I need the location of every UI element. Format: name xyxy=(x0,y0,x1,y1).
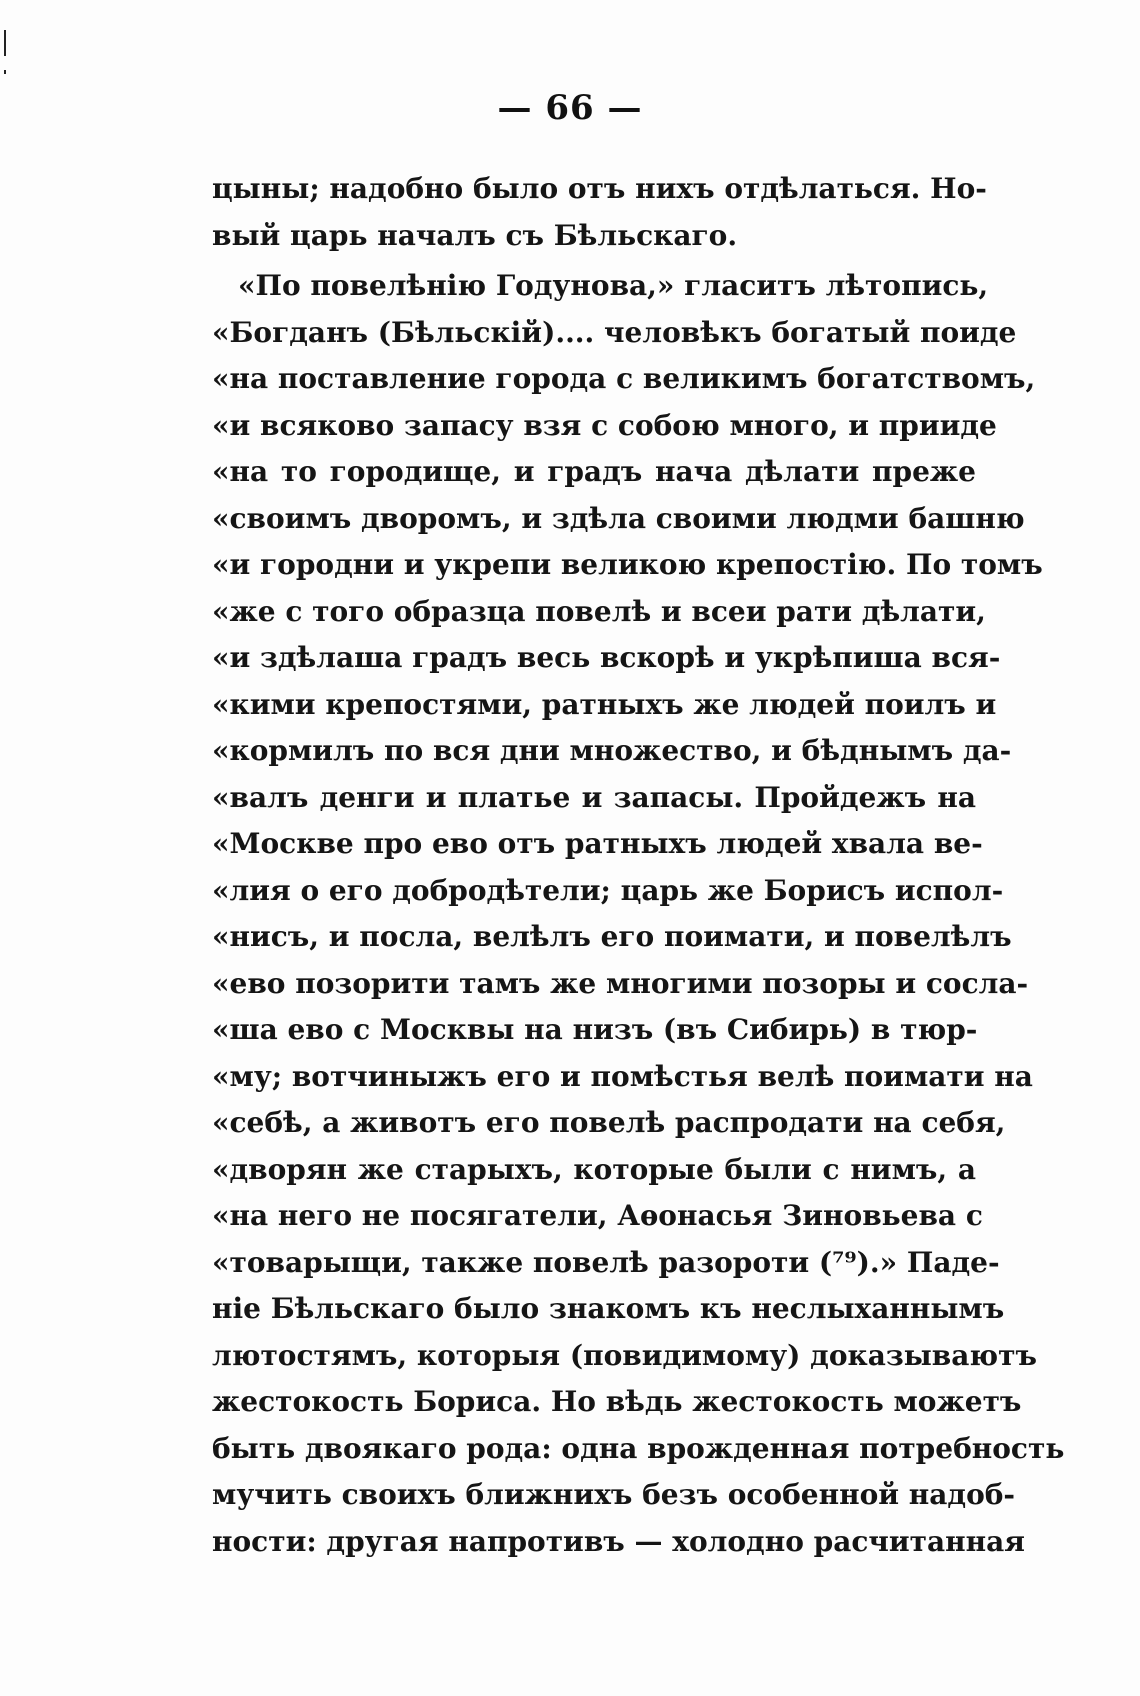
text-line: «кими крепостями, ратныхъ же людей поилъ и xyxy=(212,687,997,721)
text-line: лютостямъ, которыя (повидимому) доказываютъ xyxy=(212,1338,1037,1372)
text-line: «себѣ, а животъ его повелѣ распродати на себя, xyxy=(212,1106,1006,1139)
text-line: ніе Бѣльскаго было знакомъ къ неслыханнымъ xyxy=(212,1292,1005,1325)
text-line: «валъ денги и платье и запасы. Пройдежъ на xyxy=(212,780,976,814)
body-text xyxy=(212,166,1065,1565)
margin-scan-mark xyxy=(4,30,6,56)
text-line: ности: другая напротивъ — холодно расчитанная xyxy=(212,1524,1025,1558)
text-line: «и здѣлаша градъ весь вскорѣ и укрѣпиша вся- xyxy=(212,641,1001,674)
text-line: «и городни и укрепи великою крепостію. По томъ xyxy=(212,548,1043,581)
text-line: «Москве про ево отъ ратныхъ людей хвала ве- xyxy=(212,827,983,860)
text-line: «дворян же старыхъ, которые были с нимъ, а xyxy=(212,1152,976,1186)
margin-scan-mark xyxy=(4,70,6,74)
text-line: «же с того образца повелѣ и всеи рати дѣлати, xyxy=(212,594,986,628)
page-number: — 66 — xyxy=(497,88,643,128)
text-line: «По повелѣнію Годунова,» гласитъ лѣтопись, xyxy=(238,269,989,302)
text-line: жестокость Бориса. Но вѣдь жестокость можетъ xyxy=(212,1385,1022,1418)
text-line: «ево позорити тамъ же многими позоры и сосла- xyxy=(212,966,1029,1000)
text-line: «му; вотчиныжъ его и помѣстья велѣ поимати на xyxy=(212,1059,1033,1093)
text-line: «Богданъ (Бѣльскій).... человѣкъ богатый поиде xyxy=(212,315,1017,349)
text-line: быть двоякаго рода: одна врожденная потребность xyxy=(212,1431,1065,1465)
text-line: «на него не посягатели, Аѳонасья Зиновьева с xyxy=(212,1199,983,1232)
text-line: цыны; надобно было отъ нихъ отдѣлаться. Но- xyxy=(212,172,987,205)
text-line: «на поставление города с великимъ богатствомъ, xyxy=(212,362,1036,395)
text-line: «лия о его добродѣтели; царь же Борисъ испол- xyxy=(212,873,1004,907)
text-line: «своимъ дворомъ, и здѣла своими людми башню xyxy=(212,501,1025,535)
text-line: вый царь началъ съ Бѣльскаго. xyxy=(212,218,738,252)
text-line: «товарыщи, также повелѣ разороти (⁷⁹).» Паде- xyxy=(212,1245,1000,1279)
text-line: «нисъ, и посла, велѣлъ его поимати, и повелѣлъ xyxy=(212,920,1012,953)
text-line: «на то городище, и градъ нача дѣлати преже xyxy=(212,455,976,488)
text-line: «ша ево с Москвы на низъ (въ Сибирь) в тюр- xyxy=(212,1013,978,1046)
text-line: «кормилъ по вся дни множество, и бѣднымъ да- xyxy=(212,734,1012,767)
text-line: мучить своихъ ближнихъ безъ особенной надоб- xyxy=(212,1478,1016,1511)
text-line: «и всяково запасу взя с собою много, и прииде xyxy=(212,408,997,442)
